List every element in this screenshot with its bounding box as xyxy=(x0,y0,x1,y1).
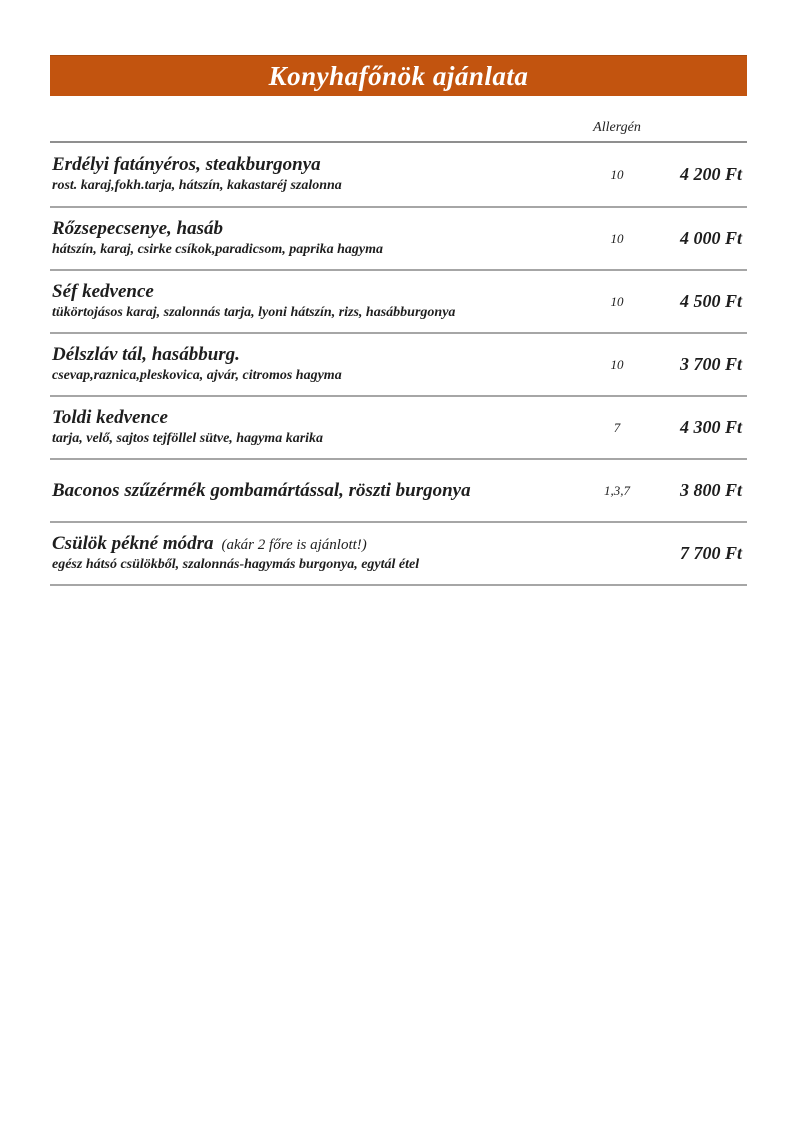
item-description: tarja, velő, sajtos tejföllel sütve, hagyma karika xyxy=(52,431,324,447)
item-allergen: 10 xyxy=(610,293,624,309)
item-price: 4 200 Ft xyxy=(679,164,742,184)
item-description: tükörtojásos karaj, szalonnás tarja, lyoni hátszín, rizs, hasábburgonya xyxy=(52,305,456,321)
item-text-block xyxy=(50,146,572,204)
item-description: rost. karaj,fokh.tarja, hátszín, kakastaréj szalonna xyxy=(52,178,342,194)
menu-item-row xyxy=(50,458,747,521)
item-allergen: 7 xyxy=(613,419,621,435)
item-name: Rőzsepecsenye, hasáb xyxy=(52,217,223,239)
item-text-block xyxy=(50,472,572,510)
item-name: Baconos szűzérmék gombamártással, röszti burgonya xyxy=(52,479,471,501)
item-price: 7 700 Ft xyxy=(679,543,742,563)
table-header-row xyxy=(50,96,747,141)
menu-table xyxy=(50,96,747,586)
menu-item-row xyxy=(50,395,747,458)
item-description: egész hátsó csülökből, szalonnás-hagymás burgonya, egytál étel xyxy=(52,557,420,573)
allergen-column-header: Allergén xyxy=(593,120,641,135)
item-allergen: 10 xyxy=(610,356,624,372)
item-price: 4 300 Ft xyxy=(679,417,742,437)
item-price: 3 700 Ft xyxy=(679,354,742,374)
item-name: Séf kedvence xyxy=(52,280,154,302)
menu-banner xyxy=(50,55,747,96)
item-allergen: 10 xyxy=(610,230,624,246)
item-name: Csülök pékné módra xyxy=(52,532,214,554)
item-text-block xyxy=(50,399,572,457)
item-price: 4 500 Ft xyxy=(679,291,742,311)
menu-item-row xyxy=(50,269,747,332)
item-name: Erdélyi fatányéros, steakburgonya xyxy=(52,153,321,175)
item-note: (akár 2 főre is ajánlott!) xyxy=(221,536,367,553)
item-price: 3 800 Ft xyxy=(679,480,742,500)
item-text-block xyxy=(50,210,572,268)
item-description: hátszín, karaj, csirke csíkok,paradicsom, paprika hagyma xyxy=(52,242,383,258)
item-text-block xyxy=(50,336,572,394)
item-text-block xyxy=(50,525,572,583)
menu-item-row xyxy=(50,521,747,584)
page-title: Konyhafőnök ajánlata xyxy=(268,60,529,91)
menu-item-row xyxy=(50,332,747,395)
item-price: 4 000 Ft xyxy=(679,228,742,248)
menu-rows xyxy=(50,141,747,586)
menu-item-row xyxy=(50,143,747,206)
item-allergen: 1,3,7 xyxy=(604,482,630,498)
item-text-block xyxy=(50,273,572,331)
item-description: csevap,raznica,pleskovica, ajvár, citromos hagyma xyxy=(52,368,342,384)
item-allergen: 10 xyxy=(610,166,624,182)
item-name-line xyxy=(52,532,564,556)
menu-item-row xyxy=(50,206,747,269)
item-name: Délszláv tál, hasábburg. xyxy=(52,343,240,365)
item-name: Toldi kedvence xyxy=(52,406,168,428)
